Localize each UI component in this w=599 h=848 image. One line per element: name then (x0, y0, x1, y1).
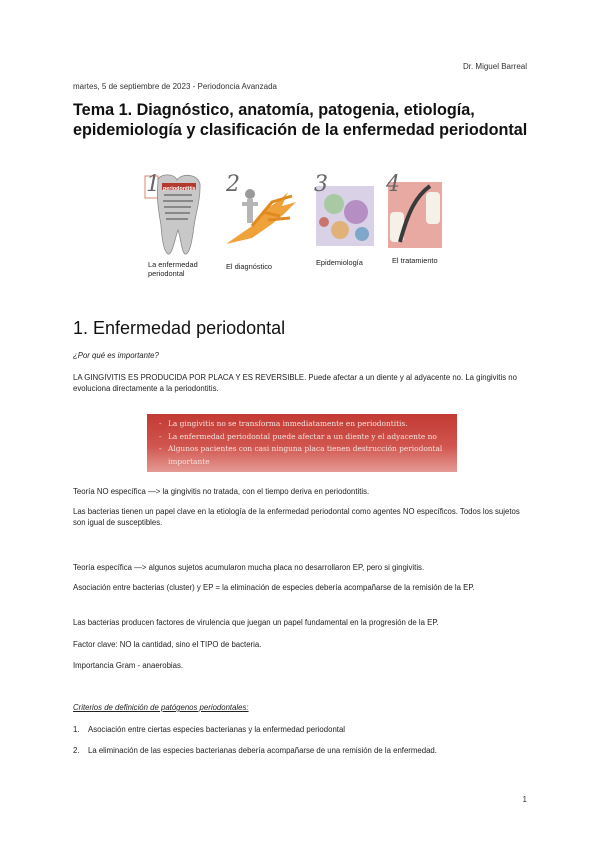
criteria-item-1 (73, 724, 529, 735)
question-text: ¿Por qué es importante? (73, 351, 159, 360)
paragraph-nonspecific-theory: Teoría NO específica —> la gingivitis no tratada, con el tiempo deriva en periodontitis. (73, 487, 370, 496)
figure-number-2: 2 (226, 172, 240, 197)
figure-item-1 (144, 172, 210, 278)
criteria-text: La eliminación de las especies bacterianas debería acompañarse de una remisión de la enfermedad. (88, 746, 437, 755)
section-heading: 1. Enfermedad periodontal (73, 318, 286, 338)
figure-item-4 (386, 172, 446, 274)
criteria-number: 1. (73, 725, 80, 734)
figure-item-3 (310, 172, 382, 274)
page-number: 1 (522, 795, 527, 804)
page-title: Tema 1. Diagnóstico, anatomía, patogenia, etiología, epidemiología y clasificación de la enfermedad periodontal (73, 101, 528, 139)
tooth-label: periodontitis (163, 186, 196, 192)
topics-figure (144, 172, 444, 278)
figure-number-4: 4 (386, 172, 400, 197)
paragraph-bacteria-role: Las bacterias tienen un papel clave en la etiología de la enfermedad periodontal como agentes NO específicos. Todos los sujetos son igual de susceptibles. (73, 507, 520, 527)
dateline: martes, 5 de septiembre de 2023 - Periodoncia Avanzada (73, 82, 277, 91)
banner-item: - La gingivitis no se transforma inmediatamente en periodontitis. (159, 418, 457, 431)
banner-item: - Algunos pacientes con casi ninguna placa tienen destrucción periodontal importante (159, 443, 457, 468)
figure-number-1: 1 (146, 172, 160, 197)
figure-item-2 (222, 172, 302, 274)
highlight-banner (147, 414, 457, 472)
figure-caption-2: El diagnóstico (226, 262, 273, 271)
author-name: Dr. Miguel Barreal (462, 62, 527, 71)
paragraph-gram: Importancia Gram - anaerobias. (73, 661, 184, 670)
criteria-number: 2. (73, 746, 80, 755)
paragraph-gingivitis: LA GINGIVITIS ES PRODUCIDA POR PLACA Y ES REVERSIBLE. Puede afectar a un diente y al adyacente no. La gingivitis no evoluciona directamente a la periodontitis. (73, 373, 517, 393)
paragraph-virulence: Las bacterias producen factores de virulencia que juegan un papel fundamental en la progresión de la EP. (73, 618, 439, 627)
figure-caption-3: Epidemiología (316, 258, 363, 267)
criteria-text: Asociación entre ciertas especies bacterianas y la enfermedad periodontal (88, 725, 346, 734)
banner-item: - La enfermedad periodontal puede afectar a un diente y el adyacente no (159, 431, 457, 444)
banner-list (147, 414, 457, 468)
paragraph-key-factor: Factor clave: NO la cantidad, sino el TIPO de bacteria. (73, 640, 262, 649)
criteria-item-2 (73, 745, 529, 756)
figure-number-3: 3 (314, 172, 328, 197)
paragraph-association: Asociación entre bacterias (cluster) y EP = la eliminación de especies debería acompañarse de la remisión de la EP. (73, 583, 475, 592)
figure-caption-4: El tratamiento (392, 256, 438, 265)
figure-caption-1: La enfermedad periodontal (148, 260, 198, 278)
paragraph-specific-theory: Teoría específica —> algunos sujetos acumularon mucha placa no desarrollaron EP, pero si gingivitis. (73, 563, 425, 572)
criteria-heading: Criterios de definición de patógenos periodontales: (73, 703, 249, 712)
